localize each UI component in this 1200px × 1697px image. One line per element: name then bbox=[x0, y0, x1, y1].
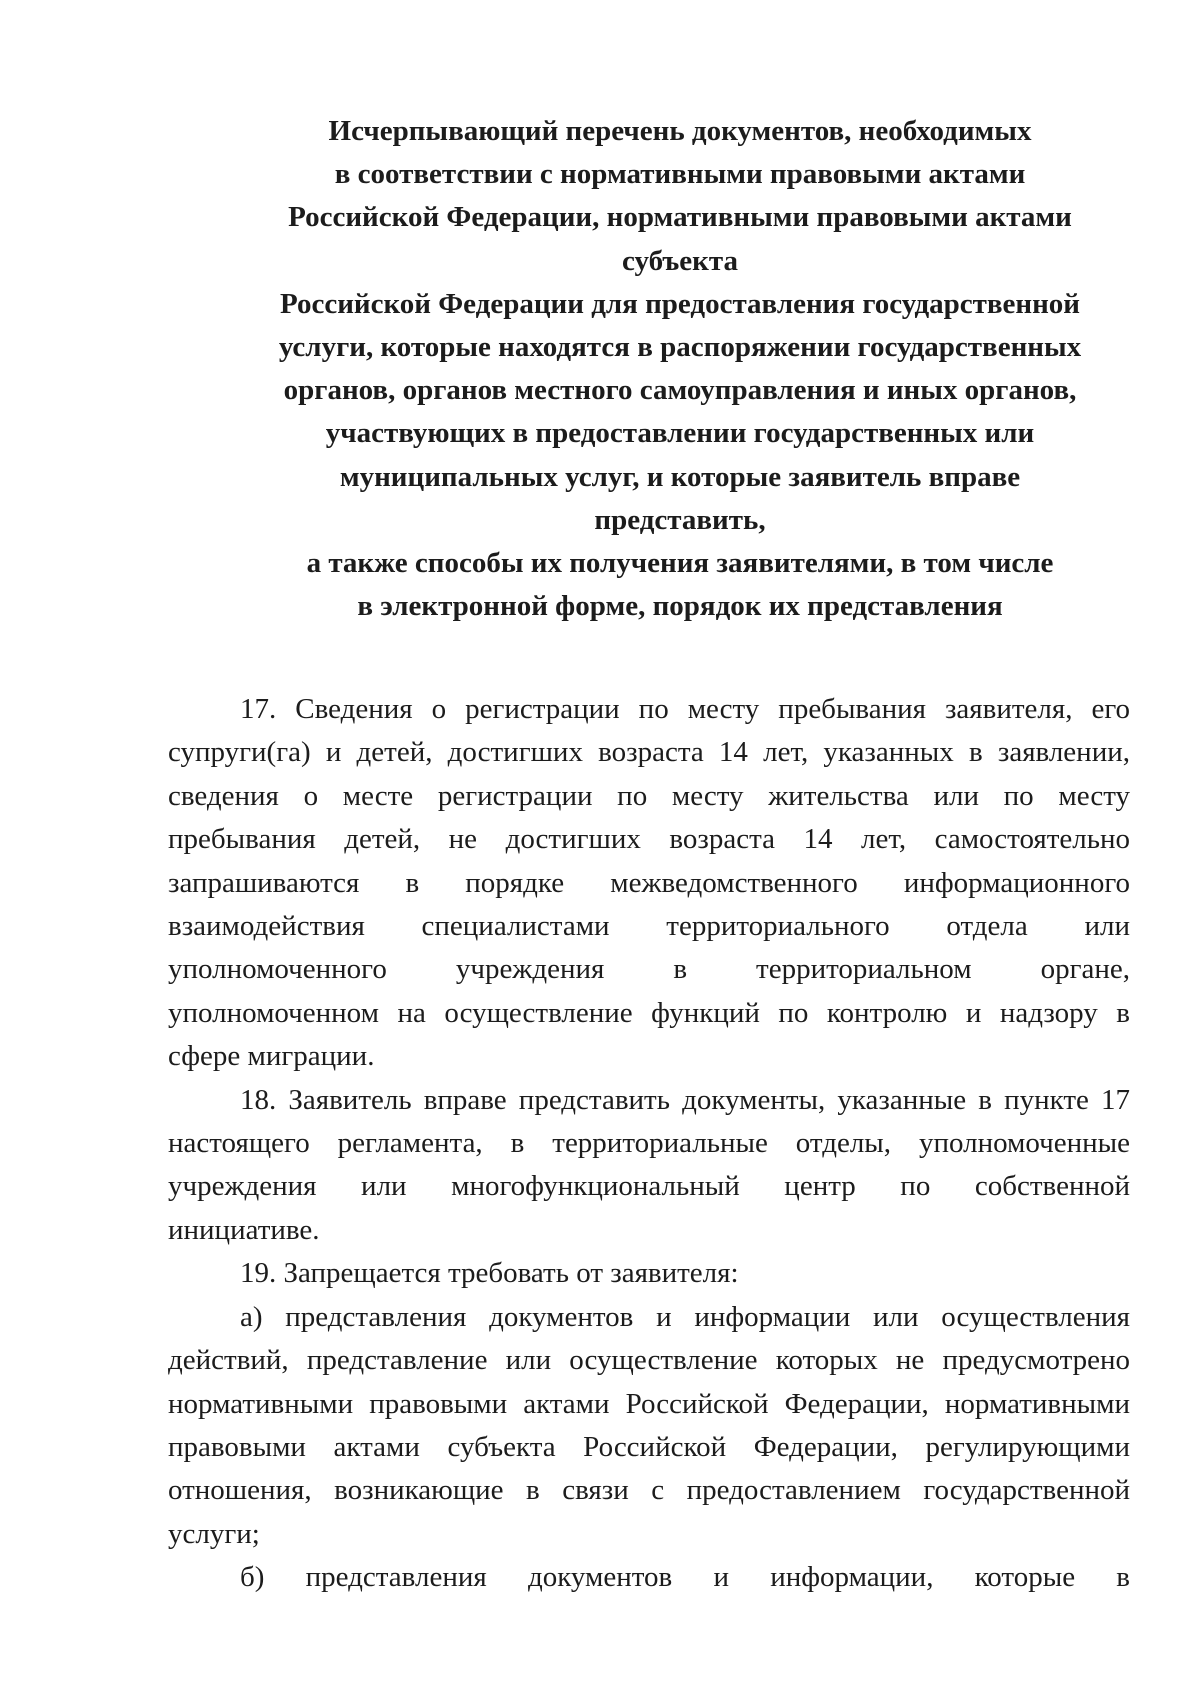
text-line: пребывания детей, не достигших возраста 14 лет, самостоятельно bbox=[168, 823, 1130, 856]
document-body bbox=[168, 688, 1130, 1600]
text-line: а) представления документов и информации или осуществления bbox=[240, 1300, 1130, 1333]
heading-line: а также способы их получения заявителями, в том числе bbox=[306, 547, 1054, 580]
paragraph-19 bbox=[168, 1252, 1130, 1295]
paragraph-19b bbox=[168, 1556, 1130, 1599]
text-line: уполномоченном на осуществление функций по контролю и надзору в bbox=[168, 996, 1130, 1029]
text-line: нормативными правовыми актами Российской Федерации, нормативными bbox=[168, 1387, 1130, 1420]
text-line: настоящего регламента, в территориальные отделы, уполномоченные bbox=[168, 1127, 1130, 1160]
text-line: 19. Запрещается требовать от заявителя: bbox=[240, 1257, 739, 1290]
heading-line: представить, bbox=[594, 503, 766, 536]
paragraph-19a bbox=[168, 1296, 1130, 1556]
text-line: отношения, возникающие в связи с предоставлением государственной bbox=[168, 1474, 1130, 1507]
heading-line: в электронной форме, порядок их представления bbox=[357, 590, 1003, 623]
section-heading bbox=[255, 110, 1105, 628]
text-line: 18. Заявитель вправе представить документы, указанные в пункте 17 bbox=[240, 1083, 1130, 1116]
heading-line: муниципальных услуг, и которые заявитель вправе bbox=[339, 460, 1021, 493]
text-line: сфере миграции. bbox=[168, 1040, 375, 1073]
heading-line: услуги, которые находятся в распоряжении государственных bbox=[278, 331, 1082, 364]
heading-line: субъекта bbox=[622, 244, 738, 277]
text-line: супруги(га) и детей, достигших возраста 14 лет, указанных в заявлении, bbox=[168, 736, 1130, 769]
heading-line: Исчерпывающий перечень документов, необходимых bbox=[328, 115, 1032, 147]
text-line: б) представления документов и информации, которые в bbox=[240, 1561, 1130, 1594]
text-line: инициативе. bbox=[168, 1213, 320, 1246]
paragraph-17 bbox=[168, 688, 1130, 1079]
heading-line: Российской Федерации для предоставления государственной bbox=[279, 287, 1081, 320]
heading-line: органов, органов местного самоуправления и иных органов, bbox=[283, 374, 1077, 407]
text-line: правовыми актами субъекта Российской Федерации, регулирующими bbox=[168, 1430, 1130, 1463]
text-line: взаимодействия специалистами территориального отдела или bbox=[168, 910, 1130, 943]
text-line: учреждения или многофункциональный центр по собственной bbox=[168, 1170, 1130, 1203]
text-line: 17. Сведения о регистрации по месту пребывания заявителя, его bbox=[240, 693, 1130, 725]
paragraph-18 bbox=[168, 1079, 1130, 1253]
text-line: уполномоченного учреждения в территориальном органе, bbox=[168, 953, 1130, 986]
text-line: услуги; bbox=[168, 1517, 260, 1550]
heading-line: участвующих в предоставлении государственных или bbox=[325, 417, 1035, 450]
text-line: действий, представление или осуществление которых не предусмотрено bbox=[168, 1344, 1130, 1377]
heading-line: в соответствии с нормативными правовыми актами bbox=[334, 158, 1026, 191]
text-line: запрашиваются в порядке межведомственного информационного bbox=[168, 866, 1130, 899]
heading-line: Российской Федерации, нормативными правовыми актами bbox=[288, 201, 1072, 234]
text-line: сведения о месте регистрации по месту жительства или по месту bbox=[168, 779, 1130, 812]
